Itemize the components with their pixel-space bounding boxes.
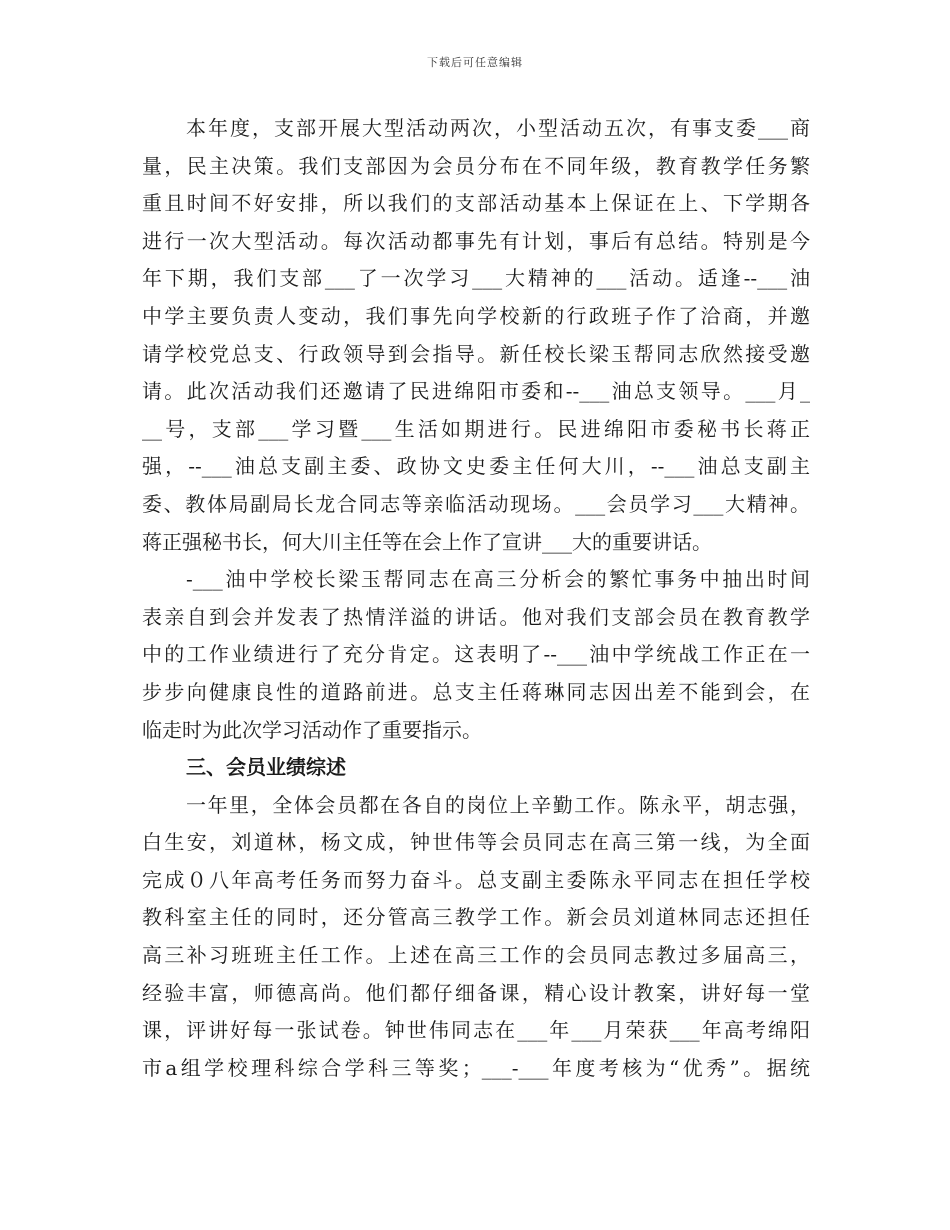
paragraph-line: 高三补习班班主任工作。上述在高三工作的会员同志教过多届高三， bbox=[142, 943, 810, 968]
section-heading: 三、会员业绩综述 bbox=[186, 755, 346, 780]
paragraph-line: 重且时间不好安排，所以我们的支部活动基本上保证在上、下学期各 bbox=[142, 191, 810, 216]
paragraph-line: 请。此次活动我们还邀请了民进绵阳市委和--___油总支领导。___月_ bbox=[142, 379, 810, 404]
paragraph-line: 表亲自到会并发表了热情洋溢的讲话。他对我们支部会员在教育教学 bbox=[142, 604, 810, 629]
page-header-note: 下载后可任意编辑 bbox=[427, 56, 523, 69]
paragraph-line: 委、教体局副局长龙合同志等亲临活动现场。___会员学习___大精神。 bbox=[142, 491, 810, 516]
paragraph-line: 经验丰富，师德高尚。他们都仔细备课，精心设计教案，讲好每一堂 bbox=[142, 980, 810, 1005]
paragraph-line: 中的工作业绩进行了充分肯定。这表明了--___油中学统战工作正在一 bbox=[142, 642, 810, 667]
paragraph-line: 步步向健康良性的道路前进。总支主任蒋琳同志因出差不能到会，在 bbox=[142, 679, 810, 704]
paragraph-line: 蒋正强秘书长，何大川主任等在会上作了宣讲___大的重要讲话。 bbox=[142, 529, 712, 554]
paragraph-line: 完成０八年高考任务而努力奋斗。总支副主委陈永平同志在担任学校 bbox=[142, 867, 810, 892]
paragraph-line: 强，--___油总支副主委、政协文史委主任何大川，--___油总支副主 bbox=[142, 454, 810, 479]
paragraph-line: 教科室主任的同时，还分管高三教学工作。新会员刘道林同志还担任 bbox=[142, 905, 810, 930]
paragraph-line: 白生安，刘道林，杨文成，钟世伟等会员同志在高三第一线，为全面 bbox=[142, 830, 810, 855]
paragraph-line: 量，民主决策。我们支部因为会员分布在不同年级，教育教学任务繁 bbox=[142, 153, 810, 178]
paragraph-line: 本年度，支部开展大型活动两次，小型活动五次，有事支委___商 bbox=[186, 116, 810, 140]
paragraph-line: 一年里，全体会员都在各自的岗位上辛勤工作。陈永平，胡志强， bbox=[186, 792, 810, 817]
paragraph-line: 课，评讲好每一张试卷。钟世伟同志在___年___月荣获___年高考绵阳 bbox=[142, 1018, 810, 1043]
document-body bbox=[142, 110, 810, 1087]
paragraph-line: -___油中学校长梁玉帮同志在高三分析会的繁忙事务中抽出时间 bbox=[186, 567, 810, 592]
paragraph-line: 中学主要负责人变动，我们事先向学校新的行政班子作了洽商，并邀 bbox=[142, 303, 810, 328]
paragraph-line: 市a组学校理科综合学科三等奖；___-___年度考核为“优秀”。据统 bbox=[142, 1055, 810, 1080]
paragraph-line: 请学校党总支、行政领导到会指导。新任校长梁玉帮同志欣然接受邀 bbox=[142, 341, 810, 366]
paragraph-line: 进行一次大型活动。每次活动都事先有计划，事后有总结。特别是今 bbox=[142, 228, 810, 253]
paragraph-line: 年下期，我们支部___了一次学习___大精神的___活动。适逢--___油 bbox=[142, 266, 810, 291]
paragraph-line: __号，支部___学习暨___生活如期进行。民进绵阳市委秘书长蒋正 bbox=[142, 416, 810, 441]
paragraph-line: 临走时为此次学习活动作了重要指示。 bbox=[142, 717, 482, 742]
